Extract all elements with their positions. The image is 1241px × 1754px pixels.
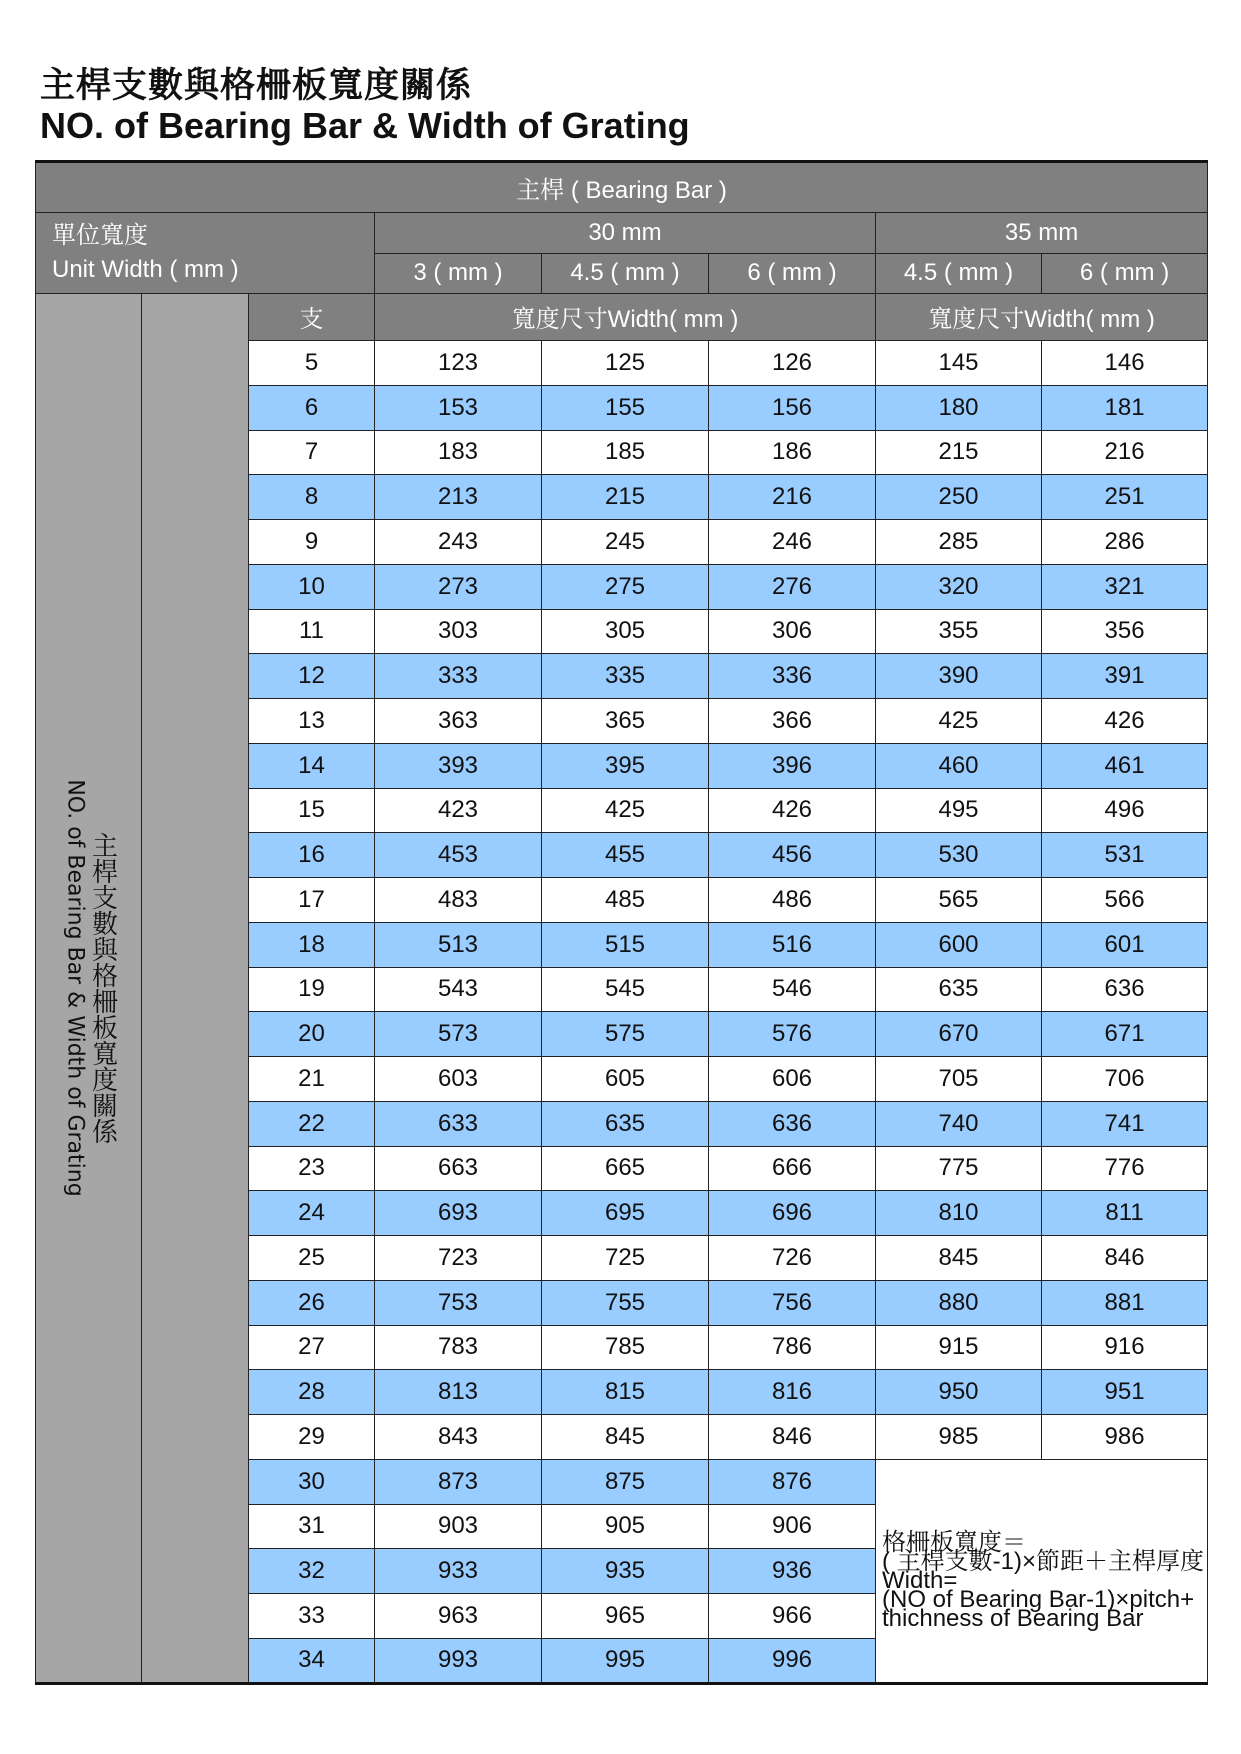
bar-count-cell: 23	[249, 1146, 375, 1191]
bar-count-cell: 32	[249, 1549, 375, 1594]
width-cell: 543	[375, 967, 542, 1012]
page-title-en: NO. of Bearing Bar & Width of Grating	[40, 105, 690, 146]
width-cell: 276	[709, 564, 876, 609]
width-cell: 183	[375, 430, 542, 475]
width-cell: 933	[375, 1549, 542, 1594]
width-cell: 336	[709, 654, 876, 699]
width-cell: 606	[709, 1057, 876, 1102]
width-cell: 246	[709, 520, 876, 565]
width-cell: 215	[542, 475, 709, 520]
width-cell: 245	[542, 520, 709, 565]
bar-count-cell: 14	[249, 743, 375, 788]
width-cell: 605	[542, 1057, 709, 1102]
width-cell: 390	[876, 654, 1042, 699]
width-cell: 355	[876, 609, 1042, 654]
width-cell: 636	[1042, 967, 1208, 1012]
width-cell: 273	[375, 564, 542, 609]
width-cell: 986	[1042, 1415, 1208, 1460]
width-cell: 635	[876, 967, 1042, 1012]
side-spacer-column	[142, 293, 249, 1683]
width-cell: 460	[876, 743, 1042, 788]
width-cell: 995	[542, 1638, 709, 1683]
width-cell: 576	[709, 1012, 876, 1057]
width-cell: 600	[876, 922, 1042, 967]
width-cell: 393	[375, 743, 542, 788]
width-cell: 425	[542, 788, 709, 833]
width-cell: 146	[1042, 341, 1208, 386]
width-cell: 366	[709, 699, 876, 744]
width-cell: 966	[709, 1594, 876, 1639]
formula-line: Width=	[882, 1567, 958, 1595]
width-cell: 985	[876, 1415, 1042, 1460]
bar-count-cell: 30	[249, 1459, 375, 1504]
width-cell: 776	[1042, 1146, 1208, 1191]
bar-count-cell: 34	[249, 1638, 375, 1683]
bar-count-cell: 10	[249, 564, 375, 609]
width-cell: 843	[375, 1415, 542, 1460]
width-cell: 665	[542, 1146, 709, 1191]
width-header-30: 寬度尺寸Width( mm )	[375, 293, 876, 340]
width-cell: 636	[709, 1101, 876, 1146]
width-cell: 321	[1042, 564, 1208, 609]
width-cell: 783	[375, 1325, 542, 1370]
bar-count-cell: 5	[249, 341, 375, 386]
bar-count-cell: 9	[249, 520, 375, 565]
width-cell: 486	[709, 878, 876, 923]
thickness-header: 4.5 ( mm )	[876, 253, 1042, 293]
bearing-bar-width-table	[35, 160, 1208, 1685]
width-cell: 213	[375, 475, 542, 520]
width-cell: 365	[542, 699, 709, 744]
width-cell: 601	[1042, 922, 1208, 967]
width-cell: 666	[709, 1146, 876, 1191]
width-cell: 461	[1042, 743, 1208, 788]
bar-count-cell: 20	[249, 1012, 375, 1057]
width-cell: 846	[1042, 1236, 1208, 1281]
width-cell: 565	[876, 878, 1042, 923]
width-cell: 516	[709, 922, 876, 967]
bar-count-cell: 13	[249, 699, 375, 744]
width-cell: 575	[542, 1012, 709, 1057]
width-cell: 530	[876, 833, 1042, 878]
width-cell: 573	[375, 1012, 542, 1057]
width-cell: 423	[375, 788, 542, 833]
bar-count-cell: 11	[249, 609, 375, 654]
width-cell: 155	[542, 385, 709, 430]
width-cell: 125	[542, 341, 709, 386]
width-cell: 873	[375, 1459, 542, 1504]
width-cell: 145	[876, 341, 1042, 386]
width-cell: 156	[709, 385, 876, 430]
width-cell: 875	[542, 1459, 709, 1504]
unit-width-label-en: Unit Width ( mm )	[52, 256, 239, 284]
bar-count-cell: 24	[249, 1191, 375, 1236]
width-cell: 741	[1042, 1101, 1208, 1146]
bar-count-cell: 16	[249, 833, 375, 878]
width-cell: 391	[1042, 654, 1208, 699]
thickness-header: 6 ( mm )	[1042, 253, 1208, 293]
side-label-zh: 主桿支數與格柵板寬度關係	[87, 831, 118, 1144]
width-cell: 696	[709, 1191, 876, 1236]
width-cell: 881	[1042, 1280, 1208, 1325]
width-cell: 153	[375, 385, 542, 430]
bar-count-cell: 21	[249, 1057, 375, 1102]
width-cell: 513	[375, 922, 542, 967]
width-cell: 880	[876, 1280, 1042, 1325]
width-cell: 545	[542, 967, 709, 1012]
bar-count-cell: 15	[249, 788, 375, 833]
width-cell: 483	[375, 878, 542, 923]
thickness-header: 6 ( mm )	[709, 253, 876, 293]
width-cell: 903	[375, 1504, 542, 1549]
bar-count-cell: 28	[249, 1370, 375, 1415]
width-cell: 335	[542, 654, 709, 699]
width-cell: 815	[542, 1370, 709, 1415]
width-cell: 333	[375, 654, 542, 699]
width-cell: 786	[709, 1325, 876, 1370]
width-cell: 395	[542, 743, 709, 788]
width-formula-note	[876, 1459, 1208, 1683]
width-cell: 303	[375, 609, 542, 654]
width-cell: 816	[709, 1370, 876, 1415]
width-cell: 306	[709, 609, 876, 654]
width-cell: 723	[375, 1236, 542, 1281]
width-cell: 185	[542, 430, 709, 475]
width-cell: 426	[1042, 699, 1208, 744]
thickness-header: 4.5 ( mm )	[542, 253, 709, 293]
width-cell: 726	[709, 1236, 876, 1281]
width-cell: 215	[876, 430, 1042, 475]
width-cell: 915	[876, 1325, 1042, 1370]
width-cell: 635	[542, 1101, 709, 1146]
width-cell: 356	[1042, 609, 1208, 654]
bar-count-cell: 26	[249, 1280, 375, 1325]
width-cell: 996	[709, 1638, 876, 1683]
bar-count-cell: 7	[249, 430, 375, 475]
bar-count-cell: 22	[249, 1101, 375, 1146]
width-cell: 285	[876, 520, 1042, 565]
width-cell: 916	[1042, 1325, 1208, 1370]
formula-line: ( 主桿支數-1)×節距＋主桿厚度	[882, 1548, 1205, 1576]
width-cell: 485	[542, 878, 709, 923]
width-cell: 756	[709, 1280, 876, 1325]
side-label	[61, 779, 117, 1196]
formula-line: thichness of Bearing Bar	[882, 1605, 1144, 1633]
width-cell: 810	[876, 1191, 1042, 1236]
width-cell: 811	[1042, 1191, 1208, 1236]
width-cell: 455	[542, 833, 709, 878]
width-cell: 705	[876, 1057, 1042, 1102]
formula-line: 格柵板寬度＝	[882, 1529, 1026, 1557]
width-cell: 126	[709, 341, 876, 386]
width-cell: 123	[375, 341, 542, 386]
side-label-column	[36, 293, 142, 1683]
width-cell: 845	[876, 1236, 1042, 1281]
width-cell: 876	[709, 1459, 876, 1504]
formula-line: (NO of Bearing Bar-1)×pitch+	[882, 1586, 1195, 1614]
unit-width-header	[36, 213, 375, 293]
width-cell: 216	[1042, 430, 1208, 475]
width-cell: 740	[876, 1101, 1042, 1146]
width-cell: 186	[709, 430, 876, 475]
width-cell: 671	[1042, 1012, 1208, 1057]
bearing-bar-header: 主桿 ( Bearing Bar )	[36, 162, 1208, 213]
width-cell: 963	[375, 1594, 542, 1639]
width-cell: 363	[375, 699, 542, 744]
width-cell: 566	[1042, 878, 1208, 923]
bar-count-cell: 25	[249, 1236, 375, 1281]
width-cell: 496	[1042, 788, 1208, 833]
width-cell: 813	[375, 1370, 542, 1415]
width-cell: 216	[709, 475, 876, 520]
width-cell: 965	[542, 1594, 709, 1639]
unit-width-label-zh: 單位寬度	[52, 222, 148, 250]
width-cell: 251	[1042, 475, 1208, 520]
width-cell: 603	[375, 1057, 542, 1102]
width-cell: 935	[542, 1549, 709, 1594]
width-cell: 396	[709, 743, 876, 788]
count-header: 支	[249, 293, 375, 340]
width-cell: 425	[876, 699, 1042, 744]
width-cell: 755	[542, 1280, 709, 1325]
bar-count-cell: 19	[249, 967, 375, 1012]
bar-count-cell: 18	[249, 922, 375, 967]
width-cell: 993	[375, 1638, 542, 1683]
width-cell: 846	[709, 1415, 876, 1460]
width-cell: 633	[375, 1101, 542, 1146]
width-cell: 693	[375, 1191, 542, 1236]
bar-count-cell: 31	[249, 1504, 375, 1549]
width-cell: 515	[542, 922, 709, 967]
width-cell: 275	[542, 564, 709, 609]
width-cell: 706	[1042, 1057, 1208, 1102]
width-cell: 453	[375, 833, 542, 878]
width-cell: 950	[876, 1370, 1042, 1415]
bar-count-cell: 8	[249, 475, 375, 520]
width-cell: 936	[709, 1549, 876, 1594]
width-cell: 951	[1042, 1370, 1208, 1415]
width-cell: 286	[1042, 520, 1208, 565]
width-cell: 663	[375, 1146, 542, 1191]
thickness-header: 3 ( mm )	[375, 253, 542, 293]
pitch-35-header: 35 mm	[876, 213, 1208, 253]
width-cell: 695	[542, 1191, 709, 1236]
width-cell: 725	[542, 1236, 709, 1281]
width-cell: 320	[876, 564, 1042, 609]
side-label-en: NO. of Bearing Bar & Width of Grating	[62, 779, 88, 1197]
width-cell: 250	[876, 475, 1042, 520]
width-cell: 905	[542, 1504, 709, 1549]
width-cell: 753	[375, 1280, 542, 1325]
width-cell: 845	[542, 1415, 709, 1460]
pitch-30-header: 30 mm	[375, 213, 876, 253]
width-cell: 456	[709, 833, 876, 878]
bar-count-cell: 27	[249, 1325, 375, 1370]
width-cell: 426	[709, 788, 876, 833]
bar-count-cell: 17	[249, 878, 375, 923]
page-title-zh: 主桿支數與格柵板寬度關係	[40, 66, 473, 106]
width-cell: 546	[709, 967, 876, 1012]
width-cell: 243	[375, 520, 542, 565]
bar-count-cell: 6	[249, 385, 375, 430]
width-cell: 495	[876, 788, 1042, 833]
bar-count-cell: 29	[249, 1415, 375, 1460]
width-header-35: 寬度尺寸Width( mm )	[876, 293, 1208, 340]
width-cell: 785	[542, 1325, 709, 1370]
width-cell: 670	[876, 1012, 1042, 1057]
width-cell: 181	[1042, 385, 1208, 430]
bar-count-cell: 33	[249, 1594, 375, 1639]
width-cell: 531	[1042, 833, 1208, 878]
width-cell: 305	[542, 609, 709, 654]
bar-count-cell: 12	[249, 654, 375, 699]
width-cell: 180	[876, 385, 1042, 430]
width-cell: 775	[876, 1146, 1042, 1191]
width-cell: 906	[709, 1504, 876, 1549]
